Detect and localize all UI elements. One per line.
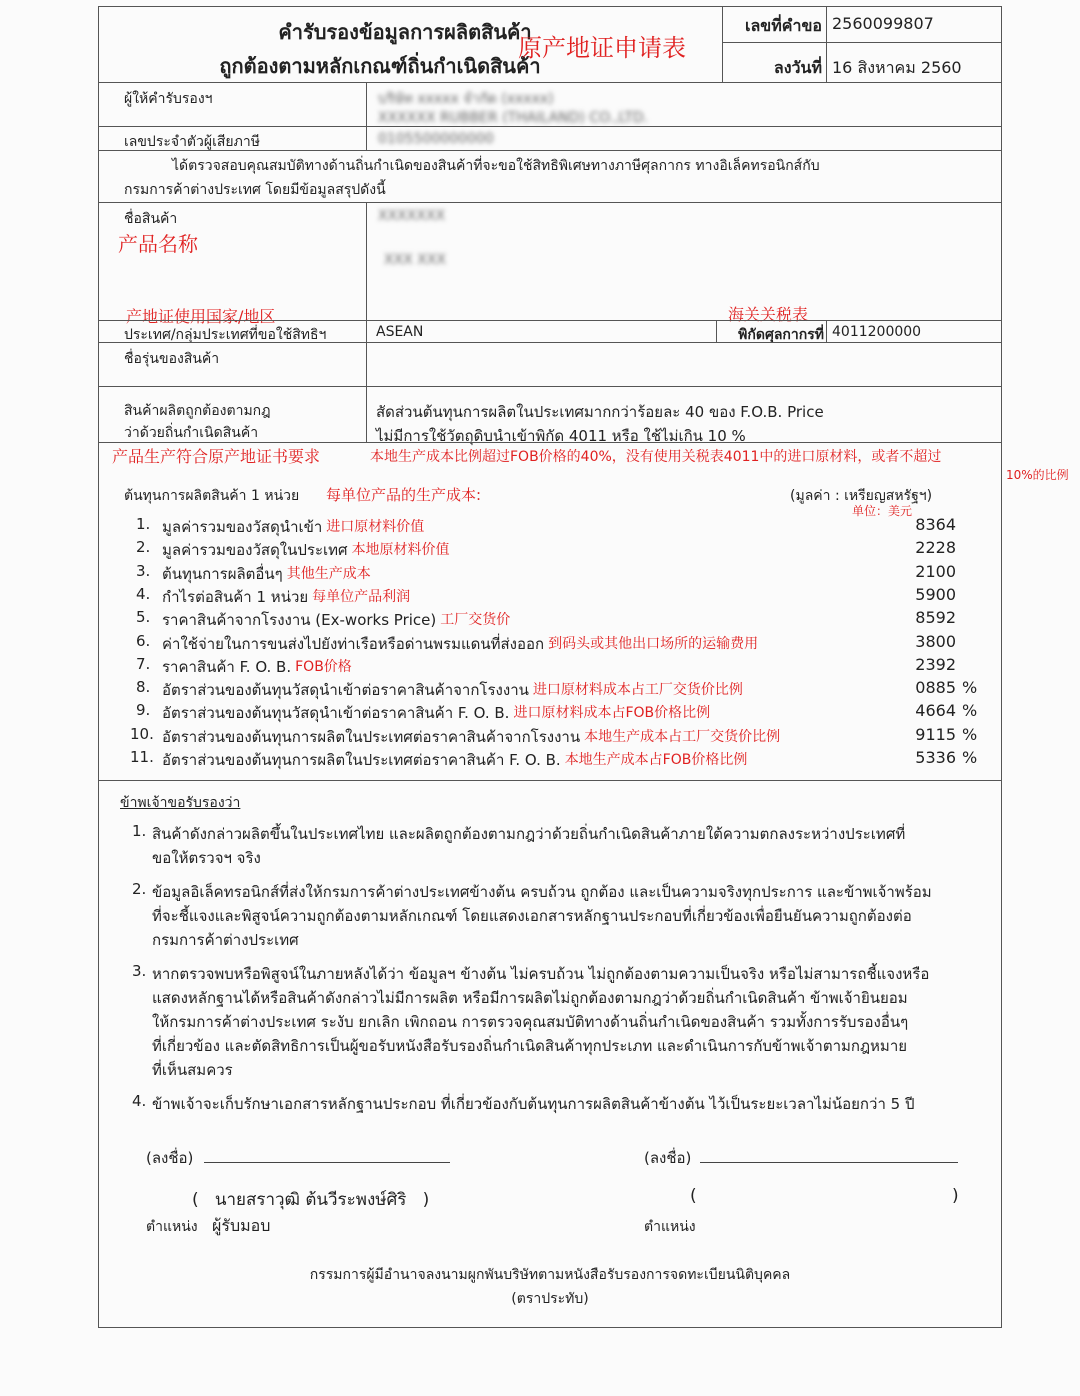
product-value-1: XXXXXXX — [378, 208, 446, 224]
cost-item-value: 3800 — [915, 632, 956, 651]
left-position-value: ผู้รับมอบ — [212, 1216, 271, 1235]
declaration-title: ข้าพเจ้าขอรับรองว่า — [120, 795, 241, 811]
cost-item-value: 5336 — [915, 748, 956, 767]
cost-item-annotation: 进口原材料价值 — [326, 519, 425, 535]
right-position-label: ตำแหน่ง — [644, 1219, 696, 1235]
certifier-label: ผู้ให้คำรับรองฯ — [124, 91, 213, 107]
certifier-name-en: XXXXXX RUBBER (THAILAND) CO.,LTD. — [378, 110, 649, 126]
cost-item-label: ราคาสินค้า F. O. B. — [162, 658, 292, 676]
declaration-item-line: ที่เกี่ยวข้อง และตัดสิทธิการเป็นผู้ขอรับหนังสือรับรองถิ่นกำเนิดสินค้าทุกประเภท และดำเนินการกับข้าพเจ้าตามกฎหมาย — [152, 1037, 908, 1055]
rule-annotation-right-2: 10%的比例 — [1006, 468, 1069, 482]
cost-item-value: 8364 — [915, 515, 956, 534]
declaration-item-line: ที่เห็นสมควร — [152, 1061, 233, 1079]
cost-item-label: มูลค่ารวมของวัสดุนำเข้า — [162, 518, 323, 536]
rule-text-1: สัดส่วนต้นทุนการผลิตในประเทศมากกว่าร้อยละ 40 ของ F.O.B. Price — [376, 403, 824, 421]
left-signer-name: ( นายสราวุฒิ ต้นวีระพงษ์ศิริ ) — [192, 1190, 430, 1210]
cost-item-value: 4664 — [915, 701, 956, 720]
country-value: ASEAN — [376, 324, 424, 340]
cost-item-annotation: 本地生产成本占工厂交货价比例 — [584, 729, 781, 745]
cost-item-label: อัตราส่วนของต้นทุนการผลิตในประเทศต่อราคาสินค้าจากโรงงาน — [162, 728, 581, 746]
cost-item-annotation: 每单位产品利润 — [312, 589, 411, 605]
form-title-line2: ถูกต้องตามหลักเกณฑ์ถิ่นกำเนิดสินค้า — [219, 54, 541, 78]
right-sign-line — [700, 1162, 958, 1163]
date-label: ลงวันที่ — [773, 58, 822, 77]
cost-item-no: 4. — [136, 585, 151, 603]
declaration-item-line: สินค้าดังกล่าวผลิตขึ้นในประเทศไทย และผลิตถูกต้องตามกฎว่าด้วยถิ่นกำเนิดสินค้าภายใต้ความตกลงระหว่างประเทศที่ — [152, 825, 906, 843]
tax-id-label: เลขประจำตัวผู้เสียภาษี — [124, 134, 260, 150]
declaration-item-no: 4. — [132, 1092, 147, 1110]
declaration-item-no: 1. — [132, 822, 147, 840]
cost-item-label: มูลค่ารวมของวัสดุในประเทศ — [162, 541, 348, 559]
tariff-annotation: 海关关税表 — [728, 305, 809, 324]
cost-item-annotation: 本地生产成本占FOB价格比例 — [564, 752, 748, 768]
rule-label-2: ว่าด้วยถิ่นกำเนิดสินค้า — [124, 425, 259, 441]
cost-item-label: ราคาสินค้าจากโรงงาน (Ex-works Price) — [162, 611, 437, 629]
cost-item-value: 0885 — [915, 678, 956, 697]
product-annotation: 产品名称 — [118, 232, 198, 256]
left-sign-line — [204, 1162, 450, 1163]
cost-item-percent: % — [962, 748, 978, 767]
cost-item-value: 5900 — [915, 585, 956, 604]
title-annotation: 原产地证申请表 — [518, 34, 686, 62]
cost-item-annotation: FOB价格 — [295, 659, 352, 675]
cost-item-no: 8. — [136, 678, 151, 696]
cost-item-no: 6. — [136, 632, 151, 650]
declaration-item-line: ข้าพเจ้าจะเก็บรักษาเอกสารหลักฐานประกอบ ที่เกี่ยวข้องกับต้นทุนการผลิตสินค้าข้างต้น ไว้เป็นระยะเวลาไม่น้อยกว่า 5 ปี — [152, 1095, 915, 1113]
rule-label-1: สินค้าผลิตถูกต้องตามกฎ — [124, 403, 271, 419]
cost-item-no: 1. — [136, 515, 151, 533]
declaration-item-line: แสดงหลักฐานได้หรือสินค้าดังกล่าวไม่มีการผลิต หรือมีการผลิตไม่ถูกต้องตามกฎว่าด้วยถิ่นกำเนิดสินค้า ข้าพเจ้ายินยอม — [152, 989, 908, 1007]
declaration-item-line: หากตรวจพบหรือพิสูจน์ในภายหลังได้ว่า ข้อมูลฯ ข้างต้น ไม่ครบถ้วน ไม่ถูกต้องตามความเป็นจริง หรือไม่สามารถชี้แจงหรือ — [152, 965, 930, 983]
declaration-item-line: ที่จะชี้แจงและพิสูจน์ความถูกต้องตามหลักเกณฑ์ โดยแสดงเอกสารหลักฐานประกอบที่เกี่ยวข้องเพื่อยืนยันความถูกต้องต่อ — [152, 907, 912, 925]
cost-item-value: 2100 — [915, 562, 956, 581]
certifier-name-th: บริษัท xxxxx จำกัด (xxxxx) — [378, 91, 554, 107]
cost-item-percent: % — [962, 701, 978, 720]
model-label: ชื่อรุ่นของสินค้า — [124, 351, 220, 367]
cost-item-no: 10. — [130, 725, 154, 743]
cost-item-value: 2392 — [915, 655, 956, 674]
cost-item-label: อัตราส่วนของต้นทุนการผลิตในประเทศต่อราคาสินค้า F. O. B. — [162, 751, 561, 769]
cost-item-no: 3. — [136, 562, 151, 580]
footer-line1: กรรมการผู้มีอำนาจลงนามผูกพันบริษัทตามหนังสือรับรองการจดทะเบียนนิติบุคคล — [309, 1267, 791, 1283]
cost-item-label: ต้นทุนการผลิตอื่นๆ — [162, 565, 283, 583]
costs-unit-annotation: 单位：美元 — [852, 504, 913, 518]
tariff-value: 4011200000 — [832, 324, 922, 340]
cost-item-percent: % — [962, 678, 978, 697]
cost-item-annotation: 进口原材料成本占工厂交货价比例 — [532, 682, 743, 698]
declaration-item-line: ขอให้ตรวจฯ จริง — [152, 849, 261, 867]
cost-item-label: อัตราส่วนของต้นทุนวัสดุนำเข้าต่อราคาสินค้า F. O. B. — [162, 704, 510, 722]
declaration-item-line: ข้อมูลอิเล็คทรอนิกส์ที่ส่งให้กรมการค้าต่างประเทศข้างต้น ครบถ้วน ถูกต้อง และเป็นความจริงทุกประการ และข้าพเจ้าพร้อม — [152, 883, 932, 901]
left-position-label: ตำแหน่ง — [146, 1219, 198, 1235]
rule-annotation-left: 产品生产符合原产地证书要求 — [112, 447, 321, 466]
footer-line2: (ตราประทับ) — [511, 1291, 589, 1307]
right-name-open: ( — [690, 1186, 697, 1206]
declaration-item-no: 3. — [132, 962, 147, 980]
request-no-label: เลขที่คำขอ — [745, 16, 822, 35]
cost-item-annotation: 工厂交货价 — [440, 612, 511, 628]
right-name-close: ) — [952, 1186, 959, 1206]
cost-item-value: 2228 — [915, 538, 956, 557]
intro-line1: ได้ตรวจสอบคุณสมบัติทางด้านถิ่นกำเนิดของสินค้าที่จะขอใช้สิทธิพิเศษทางภาษีศุลกากร ทางอิเล็คทรอนิกส์กับ — [172, 158, 820, 174]
rule-text-2: ไม่มีการใช้วัตถุดิบนำเข้าพิกัด 4011 หรือ ใช้ไม่เกิน 10 % — [376, 427, 746, 445]
cost-item-no: 7. — [136, 655, 151, 673]
cost-item-value: 9115 — [915, 725, 956, 744]
costs-title-annotation: 每单位产品的生产成本: — [326, 486, 482, 504]
cost-item-label: อัตราส่วนของต้นทุนวัสดุนำเข้าต่อราคาสินค้าจากโรงงาน — [162, 681, 529, 699]
date-value: 16 สิงหาคม 2560 — [832, 58, 962, 77]
cost-item-no: 5. — [136, 608, 151, 626]
cost-item-percent: % — [962, 725, 978, 744]
cost-item-annotation: 其他生产成本 — [286, 566, 371, 582]
request-no-value: 2560099807 — [832, 14, 934, 33]
declaration-item-line: กรมการค้าต่างประเทศ — [152, 931, 299, 949]
declaration-item-line: ให้กรมการค้าต่างประเทศ ระงับ ยกเลิก เพิกถอน การตรวจคุณสมบัติทางด้านถิ่นกำเนิดของสินค้า รวมทั้งการรับรองอื่นๆ — [152, 1013, 909, 1031]
cost-item-label: ค่าใช้จ่ายในการขนส่งไปยังท่าเรือหรือด่านพรมแดนที่ส่งออก — [162, 635, 545, 653]
cost-item-annotation: 本地原材料价值 — [351, 542, 450, 558]
costs-unit: (มูลค่า : เหรียญสหรัฐฯ) — [790, 488, 933, 504]
cost-item-no: 2. — [136, 538, 151, 556]
country-label: ประเทศ/กลุ่มประเทศที่ขอใช้สิทธิฯ — [124, 327, 327, 343]
cost-item-label: กำไรต่อสินค้า 1 หน่วย — [162, 588, 309, 606]
product-label: ชื่อสินค้า — [124, 211, 178, 227]
intro-line2: กรมการค้าต่างประเทศ โดยมีข้อมูลสรุปดังนี้ — [124, 182, 386, 198]
cost-item-value: 8592 — [915, 608, 956, 627]
declaration-item-no: 2. — [132, 880, 147, 898]
cost-item-annotation: 进口原材料成本占FOB价格比例 — [513, 705, 711, 721]
rule-annotation-right: 本地生产成本比例超过FOB价格的40%，没有使用关税表4011中的进口原材料，或者不超过 — [370, 449, 942, 465]
cost-item-annotation: 到码头或其他出口场所的运输费用 — [548, 636, 759, 652]
right-sign-label: (ลงชื่อ) — [644, 1149, 692, 1167]
tariff-label: พิกัดศุลกากรที่ — [738, 327, 824, 343]
left-sign-label: (ลงชื่อ) — [146, 1149, 194, 1167]
cost-item-no: 9. — [136, 701, 151, 719]
product-value-2: XXX XXX — [384, 252, 446, 268]
form-title-line1: คำรับรองข้อมูลการผลิตสินค้า — [278, 20, 532, 44]
cost-item-no: 11. — [130, 748, 154, 766]
tax-id-value: 0105500000000 — [378, 131, 494, 147]
country-annotation: 产地证使用国家/地区 — [126, 307, 276, 326]
costs-title: ต้นทุนการผลิตสินค้า 1 หน่วย — [124, 488, 300, 504]
